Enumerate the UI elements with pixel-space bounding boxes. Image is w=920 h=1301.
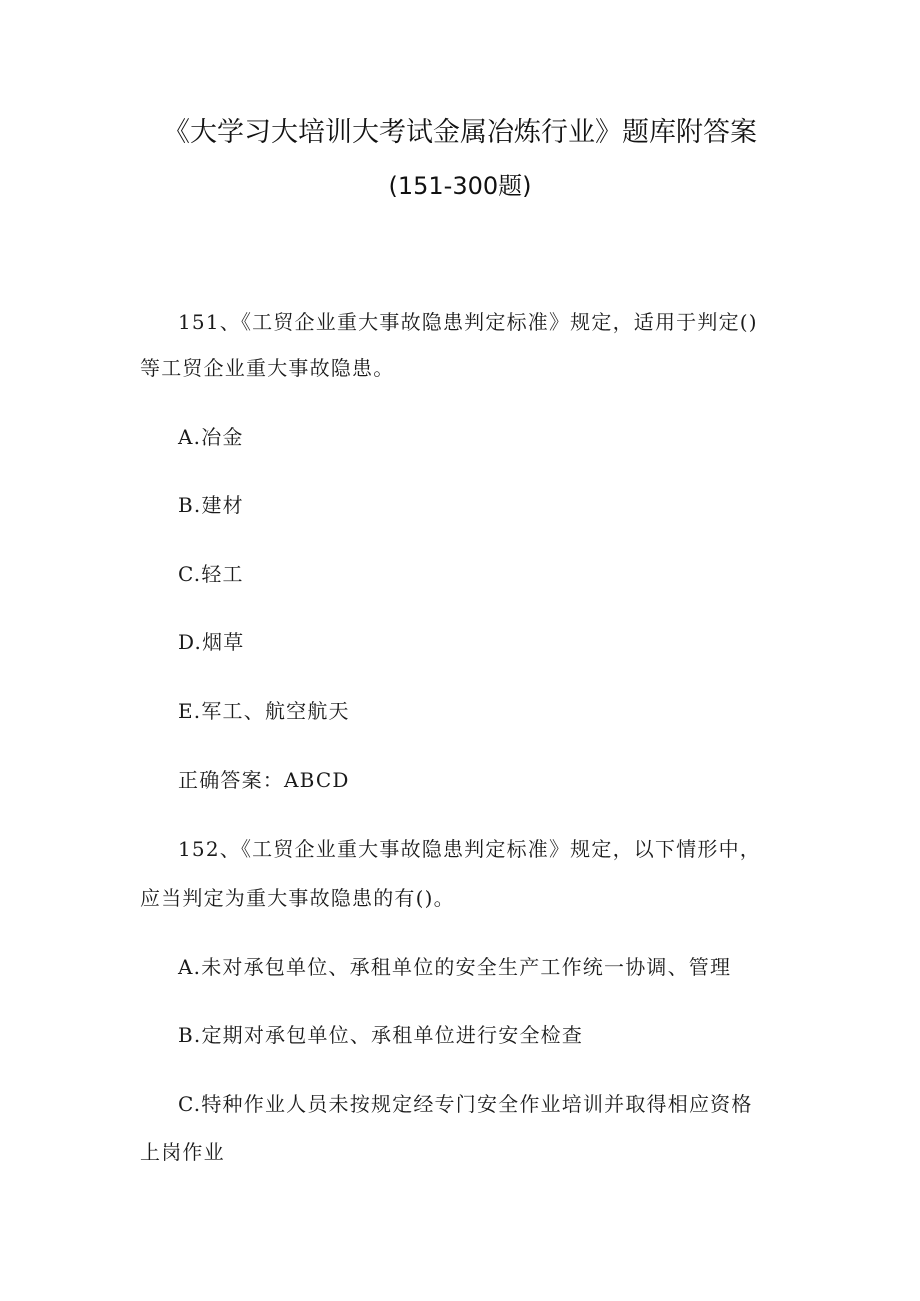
question-152-option-c-line1: C.特种作业人员未按规定经专门安全作业培训并取得相应资格 (178, 1092, 753, 1116)
question-152-option-c-line2: 上岗作业 (140, 1140, 225, 1164)
question-152-stem-line2: 应当判定为重大事故隐患的有()。 (140, 886, 455, 910)
question-151-option-c: C.轻工 (178, 562, 244, 586)
question-151-answer: 正确答案：ABCD (178, 768, 350, 792)
question-151-stem-line2: 等工贸企业重大事故隐患。 (140, 356, 395, 380)
question-151-stem-line1: 151、《工贸企业重大事故隐患判定标准》规定，适用于判定() (178, 310, 758, 334)
question-151-option-e: E.军工、航空航天 (178, 699, 350, 723)
question-151-option-a: A.冶金 (178, 425, 244, 449)
question-152-option-a: A.未对承包单位、承租单位的安全生产工作统一协调、管理 (178, 955, 732, 979)
question-151-option-d: D.烟草 (178, 630, 245, 654)
document-title: 《大学习大培训大考试金属冶炼行业》题库附答案 (163, 117, 757, 148)
question-152-stem-line1: 152、《工贸企业重大事故隐患判定标准》规定，以下情形中， (178, 837, 761, 861)
question-151-option-b: B.建材 (178, 493, 244, 517)
question-152-option-b: B.定期对承包单位、承租单位进行安全检查 (178, 1023, 584, 1047)
document-subtitle: (151-300题) (388, 172, 532, 200)
